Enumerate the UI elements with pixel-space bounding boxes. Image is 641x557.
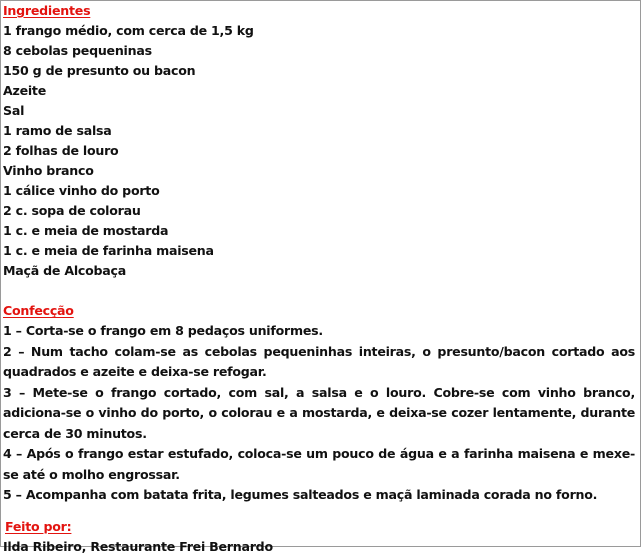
ingredient-item: 8 cebolas pequeninas xyxy=(3,43,152,58)
ingredient-item: Azeite xyxy=(3,83,46,98)
ingredient-item: 1 frango médio, com cerca de 1,5 kg xyxy=(3,23,254,38)
ingredient-item: 1 cálice vinho do porto xyxy=(3,183,160,198)
ingredients-heading: Ingredientes xyxy=(3,3,91,18)
ingredient-item: Maçã de Alcobaça xyxy=(3,263,126,278)
preparation-step: 1 – Corta-se o frango em 8 pedaços uniformes. xyxy=(3,323,323,338)
credit-author: Ilda Ribeiro, Restaurante Frei Bernardo xyxy=(3,538,273,554)
recipe-document xyxy=(3,1,635,557)
ingredient-item: 1 ramo de salsa xyxy=(3,123,112,138)
ingredient-item: 1 c. e meia de mostarda xyxy=(3,223,169,238)
preparation-step: 3 – Mete-se o frango cortado, com sal, a salsa e o louro. Cobre-se com vinho branco, adiciona-se o vinho do porto, o colorau e a mostarda, e deixa-se cozer lentamente, durante cerca de 30 minutos. xyxy=(3,384,635,441)
ingredient-item: 1 c. e meia de farinha maisena xyxy=(3,243,214,258)
ingredient-item: Vinho branco xyxy=(3,163,94,178)
preparation-heading: Confecção xyxy=(3,303,74,318)
ingredient-item: Sal xyxy=(3,103,25,118)
ingredient-item: 2 c. sopa de colorau xyxy=(3,203,141,218)
preparation-step: 2 – Num tacho colam-se as cebolas pequeninhas inteiras, o presunto/bacon cortado aos quadrados e azeite e deixa-se refogar. xyxy=(3,343,635,379)
ingredient-item: 2 folhas de louro xyxy=(3,143,119,158)
preparation-steps xyxy=(3,321,635,506)
section-spacer xyxy=(3,281,635,301)
preparation-step: 5 – Acompanha com batata frita, legumes salteados e maçã laminada corada no forno. xyxy=(3,487,598,502)
credit-heading: Feito por: xyxy=(5,518,72,534)
ingredient-item: 150 g de presunto ou bacon xyxy=(3,63,196,78)
preparation-step: 4 – Após o frango estar estufado, coloca-se um pouco de água e a farinha maisena e mexe-se até o molho engrossar. xyxy=(3,446,635,482)
ingredients-list xyxy=(3,21,635,281)
